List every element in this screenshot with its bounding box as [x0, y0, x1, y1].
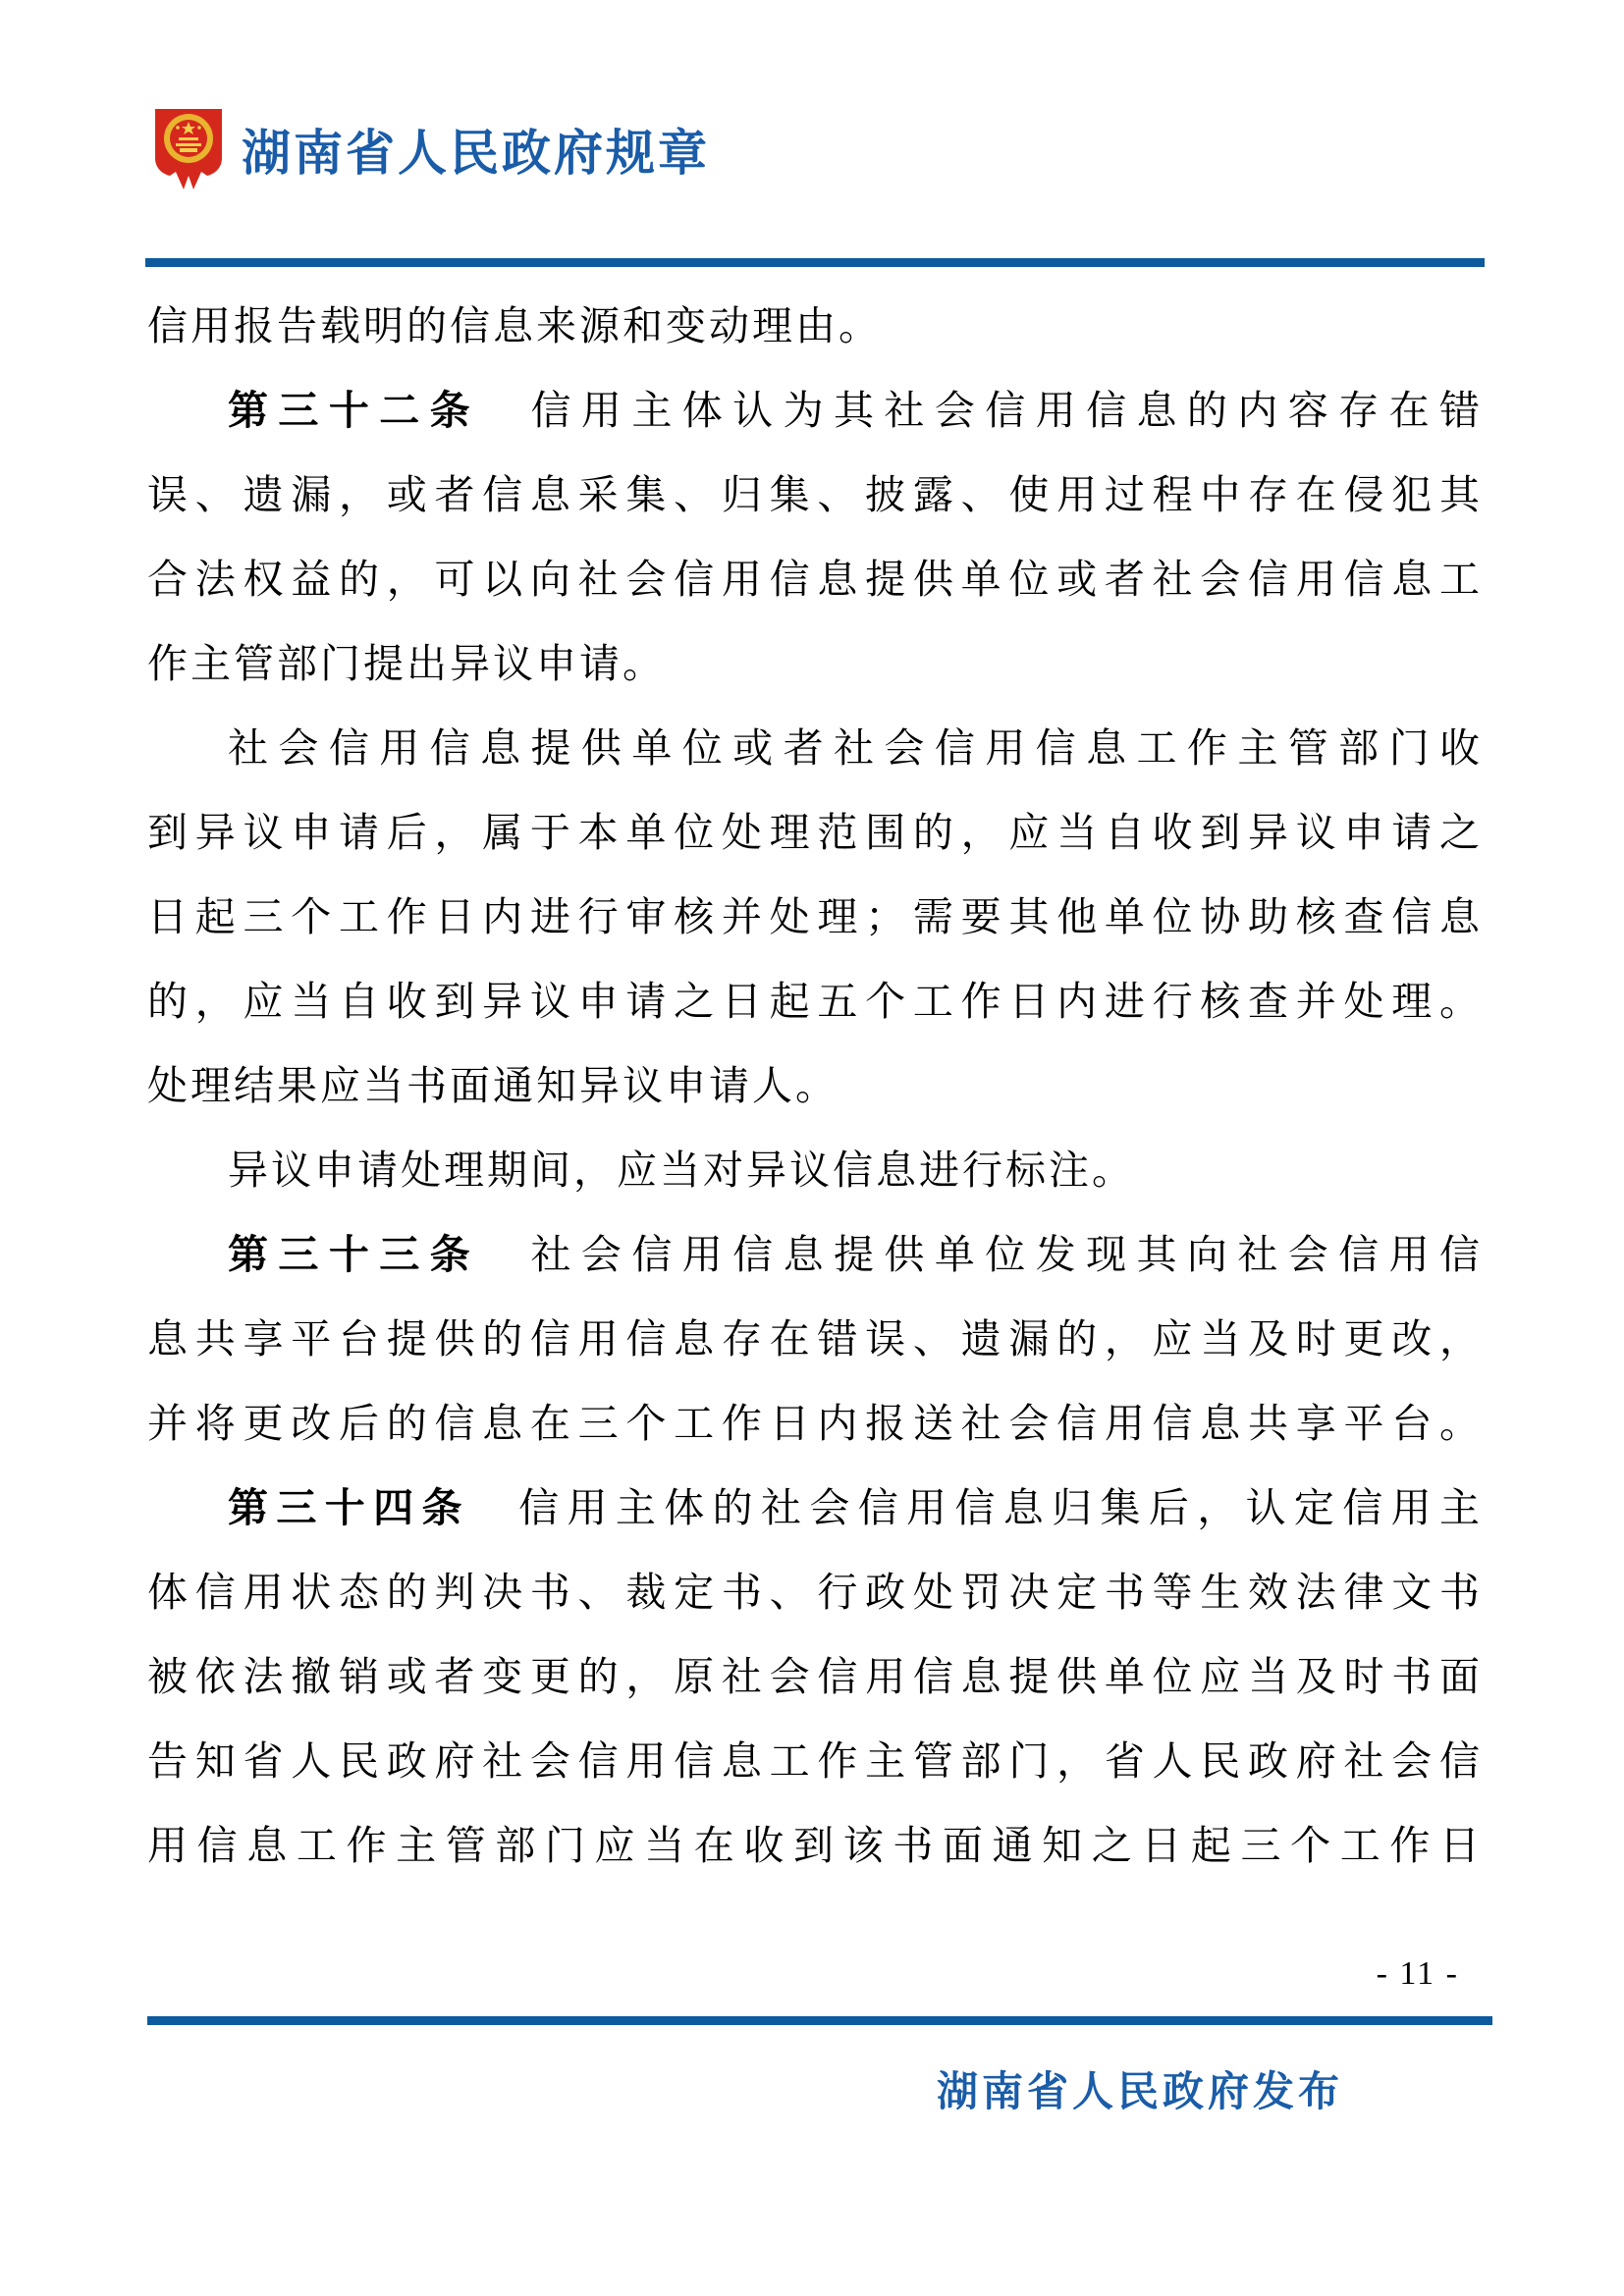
footer-divider	[147, 2016, 1492, 2025]
article-number: 第三十二条	[228, 388, 481, 433]
text-line	[147, 1634, 1483, 1719]
line-text: 告知省人民政府社会信用信息工作主管部门，省人民政府社会信	[147, 1738, 1483, 1784]
text-line	[147, 1466, 1483, 1550]
text-line	[147, 1550, 1483, 1634]
line-text: 体信用状态的判决书、裁定书、行政处罚决定书等生效法律文书	[147, 1570, 1483, 1615]
text-line	[147, 284, 1483, 368]
text-line	[147, 368, 1483, 453]
page-number: - 11 -	[1376, 1955, 1459, 1992]
line-text: 被依法撤销或者变更的，原社会信用信息提供单位应当及时书面	[147, 1654, 1483, 1699]
line-text: 社会信用信息提供单位或者社会信用信息工作主管部门收	[228, 725, 1483, 771]
text-line	[147, 1043, 1483, 1128]
line-text: 并将更改后的信息在三个工作日内报送社会信用信息共享平台。	[147, 1401, 1483, 1446]
header-brand	[147, 106, 710, 192]
text-line	[147, 706, 1483, 790]
line-text: 作主管部门提出异议申请。	[147, 641, 666, 686]
line-text: 信用主体认为其社会信用信息的内容存在错	[480, 388, 1484, 433]
text-line	[147, 1381, 1483, 1466]
line-text: 合法权益的，可以向社会信用信息提供单位或者社会信用信息工	[147, 557, 1483, 602]
text-line	[147, 959, 1483, 1043]
text-line	[147, 875, 1483, 959]
text-line	[147, 537, 1483, 621]
line-text: 异议申请处理期间，应当对异议信息进行标注。	[228, 1148, 1135, 1193]
text-line	[147, 1297, 1483, 1381]
line-text: 信用主体的社会信用信息归集后，认定信用主	[469, 1485, 1484, 1530]
line-text: 误、遗漏，或者信息采集、归集、披露、使用过程中存在侵犯其	[147, 472, 1483, 517]
header-title: 湖南省人民政府规章	[242, 126, 710, 181]
line-text: 用信息工作主管部门应当在收到该书面通知之日起三个工作日	[147, 1823, 1483, 1868]
document-body	[147, 284, 1483, 1888]
article-number: 第三十三条	[228, 1232, 481, 1277]
line-text: 社会信用信息提供单位发现其向社会信用信	[480, 1232, 1484, 1277]
line-text: 的，应当自收到异议申请之日起五个工作日内进行核查并处理。	[147, 979, 1483, 1024]
header-divider	[145, 258, 1485, 267]
text-line	[147, 1803, 1483, 1888]
text-line	[147, 790, 1483, 875]
publisher-label: 湖南省人民政府发布	[936, 2070, 1343, 2115]
text-line	[147, 1212, 1483, 1297]
text-line	[147, 1719, 1483, 1803]
line-text: 日起三个工作日内进行审核并处理；需要其他单位协助核查信息	[147, 894, 1483, 939]
line-text: 到异议申请后，属于本单位处理范围的，应当自收到异议申请之	[147, 810, 1483, 855]
line-text: 处理结果应当书面通知异议申请人。	[147, 1063, 839, 1108]
article-number: 第三十四条	[228, 1485, 470, 1530]
text-line	[147, 1128, 1483, 1212]
line-text: 信用报告载明的信息来源和变动理由。	[147, 303, 882, 348]
text-line	[147, 621, 1483, 706]
line-text: 息共享平台提供的信用信息存在错误、遗漏的，应当及时更改，	[147, 1316, 1483, 1362]
text-line	[147, 453, 1483, 537]
national-emblem-icon	[147, 107, 230, 191]
